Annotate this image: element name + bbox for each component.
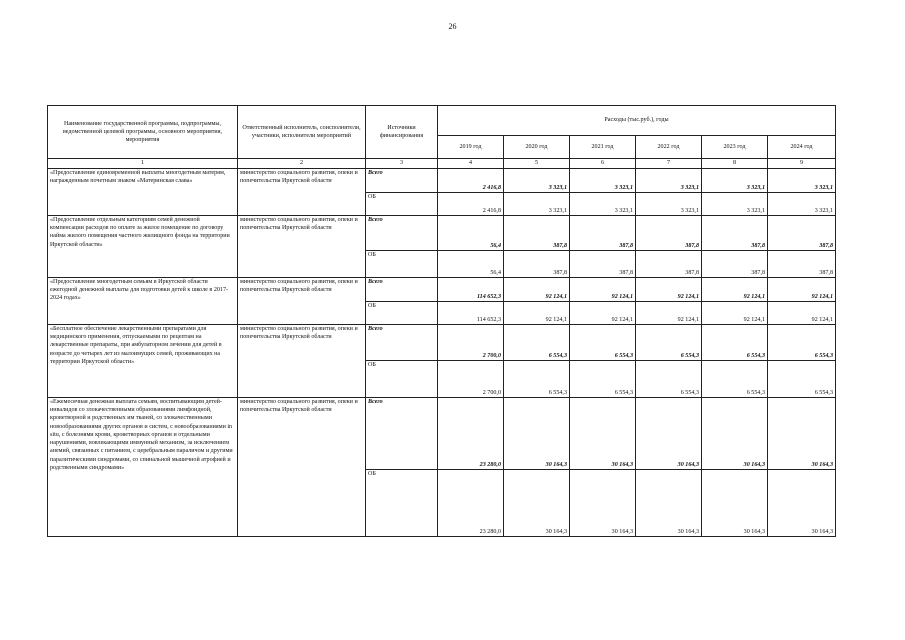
ob-value: 387,8 [636, 251, 702, 278]
program-name: «Ежемесячная денежная выплата семьям, воспитывающим детей-инвалидов со злокачественными образованиями лимфоидной, кроветворной и родственных им тканей, со злокачественными новообразованиями других органов и систем, с новообразованиями in situ, с болезнями крови, кроветворных органов и отдельными нарушениями, вовлекающими иммунный механизм, за исключением анемий, связанных с питанием, с церебральным параличом и другими паралитическими синдромами, со спинальной мышечной атрофией и родственными синдромами» [48, 398, 238, 537]
ob-value: 2 416,8 [438, 193, 504, 216]
ob-value: 387,8 [768, 251, 836, 278]
total-value: 30 164,3 [504, 398, 570, 470]
ob-value: 92 124,1 [504, 302, 570, 325]
total-value: 23 280,0 [438, 398, 504, 470]
program-executor: министерство социального развития, опеки и попечительства Иркутской области [238, 398, 366, 537]
ob-value: 387,8 [702, 251, 768, 278]
ob-value: 3 323,1 [504, 193, 570, 216]
source-ob-label: ОБ [366, 361, 438, 398]
header-expenses: Расходы (тыс.руб.), годы [438, 106, 836, 136]
source-total-label: Всего [366, 325, 438, 361]
col-number: 8 [702, 159, 768, 169]
total-value: 2 416,8 [438, 169, 504, 193]
header-source: Источники финансирования [366, 106, 438, 159]
source-ob-label: ОБ [366, 251, 438, 278]
total-value: 6 554,3 [570, 325, 636, 361]
ob-value: 92 124,1 [636, 302, 702, 325]
source-total-label: Всего [366, 216, 438, 251]
ob-value: 92 124,1 [702, 302, 768, 325]
total-value: 3 323,1 [768, 169, 836, 193]
page-number: 26 [448, 22, 457, 31]
program-executor: министерство социального развития, опеки и попечительства Иркутской области [238, 325, 366, 398]
ob-value: 30 164,3 [702, 470, 768, 537]
col-number: 4 [438, 159, 504, 169]
budget-table [47, 105, 836, 537]
program-row [48, 325, 836, 361]
program-row [48, 169, 836, 193]
ob-value: 3 323,1 [570, 193, 636, 216]
total-value: 92 124,1 [768, 278, 836, 302]
total-value: 6 554,3 [504, 325, 570, 361]
program-executor: министерство социального развития, опеки и попечительства Иркутской области [238, 278, 366, 325]
program-row [48, 278, 836, 302]
header-year: 2020 год [504, 136, 570, 159]
col-number: 1 [48, 159, 238, 169]
header-year: 2019 год [438, 136, 504, 159]
total-value: 3 323,1 [504, 169, 570, 193]
total-value: 6 554,3 [636, 325, 702, 361]
source-ob-label: ОБ [366, 302, 438, 325]
total-value: 30 164,3 [570, 398, 636, 470]
total-value: 387,8 [702, 216, 768, 251]
ob-value: 6 554,3 [570, 361, 636, 398]
col-number: 7 [636, 159, 702, 169]
total-value: 92 124,1 [636, 278, 702, 302]
ob-value: 30 164,3 [504, 470, 570, 537]
source-total-label: Всего [366, 169, 438, 193]
source-total-label: Всего [366, 398, 438, 470]
total-value: 3 323,1 [636, 169, 702, 193]
ob-value: 3 323,1 [636, 193, 702, 216]
source-ob-label: ОБ [366, 193, 438, 216]
source-ob-label: ОБ [366, 470, 438, 537]
ob-value: 56,4 [438, 251, 504, 278]
program-executor: министерство социального развития, опеки и попечительства Иркутской области [238, 169, 366, 216]
total-value: 114 652,3 [438, 278, 504, 302]
total-value: 92 124,1 [570, 278, 636, 302]
header-year: 2022 год [636, 136, 702, 159]
header-year: 2023 год [702, 136, 768, 159]
total-value: 92 124,1 [702, 278, 768, 302]
program-executor: министерство социального развития, опеки и попечительства Иркутской области [238, 216, 366, 278]
ob-value: 30 164,3 [768, 470, 836, 537]
header-executor: Ответственный исполнитель, соисполнители, участники, исполнители мероприятий [238, 106, 366, 159]
ob-value: 92 124,1 [570, 302, 636, 325]
ob-value: 3 323,1 [768, 193, 836, 216]
total-value: 3 323,1 [702, 169, 768, 193]
ob-value: 23 280,0 [438, 470, 504, 537]
header-year: 2024 год [768, 136, 836, 159]
ob-value: 2 700,0 [438, 361, 504, 398]
ob-value: 387,8 [570, 251, 636, 278]
program-name: «Предоставление отдельным категориям семей денежной компенсации расходов по оплате за жилое помещение по договору найма жилого помещения частного жилищного фонда на территории Иркутской области» [48, 216, 238, 278]
ob-value: 387,8 [504, 251, 570, 278]
total-value: 30 164,3 [636, 398, 702, 470]
ob-value: 6 554,3 [504, 361, 570, 398]
header-program-name: Наименование государственной программы, подпрограммы, ведомственной целевой программы, основного мероприятия, мероприятия [48, 106, 238, 159]
ob-value: 6 554,3 [702, 361, 768, 398]
total-value: 2 700,0 [438, 325, 504, 361]
col-number: 6 [570, 159, 636, 169]
ob-value: 92 124,1 [768, 302, 836, 325]
col-number: 3 [366, 159, 438, 169]
total-value: 387,8 [636, 216, 702, 251]
total-value: 30 164,3 [768, 398, 836, 470]
program-name: «Бесплатное обеспечение лекарственными препаратами для медицинского применения, отпускаемыми по рецептам на лекарственные препараты, при амбулаторном лечении для детей в возрасте до четырех лет из малоимущих семей, проживающих на территории Иркутской области» [48, 325, 238, 398]
ob-value: 6 554,3 [768, 361, 836, 398]
ob-value: 114 652,3 [438, 302, 504, 325]
total-value: 92 124,1 [504, 278, 570, 302]
col-number: 2 [238, 159, 366, 169]
program-name: «Предоставление единовременной выплаты многодетным матерям, награжденным почетным знаком «Материнская слава» [48, 169, 238, 216]
total-value: 387,8 [570, 216, 636, 251]
total-value: 6 554,3 [768, 325, 836, 361]
total-value: 30 164,3 [702, 398, 768, 470]
col-number: 9 [768, 159, 836, 169]
header-year: 2021 год [570, 136, 636, 159]
col-number: 5 [504, 159, 570, 169]
ob-value: 30 164,3 [636, 470, 702, 537]
total-value: 56,4 [438, 216, 504, 251]
program-row [48, 216, 836, 251]
program-row [48, 398, 836, 470]
total-value: 387,8 [504, 216, 570, 251]
ob-value: 3 323,1 [702, 193, 768, 216]
source-total-label: Всего [366, 278, 438, 302]
ob-value: 30 164,3 [570, 470, 636, 537]
total-value: 3 323,1 [570, 169, 636, 193]
total-value: 387,8 [768, 216, 836, 251]
total-value: 6 554,3 [702, 325, 768, 361]
program-name: «Предоставление многодетным семьям в Иркутской области ежегодной денежной выплаты для подготовки детей к школе в 2017-2024 годах» [48, 278, 238, 325]
ob-value: 6 554,3 [636, 361, 702, 398]
